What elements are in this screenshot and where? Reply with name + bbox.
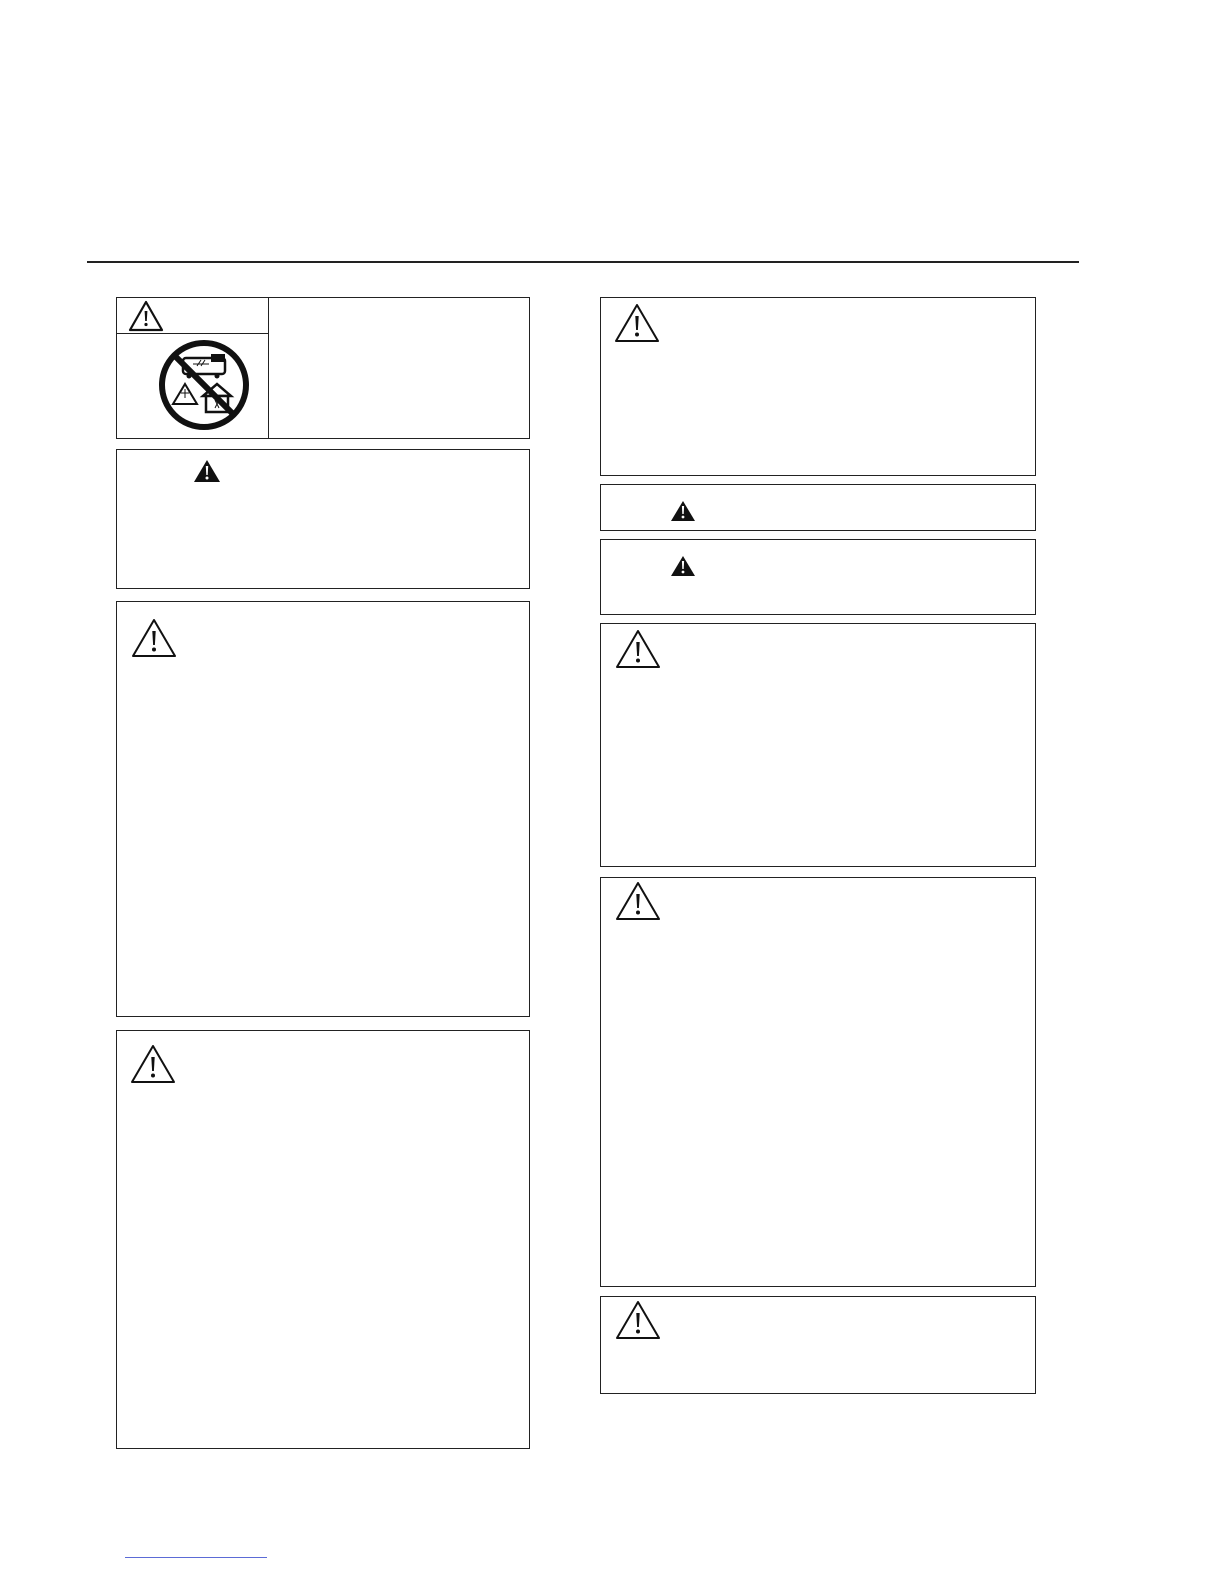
warning-box	[116, 601, 530, 1017]
warning-box	[600, 1296, 1036, 1394]
warning-triangle-outline-icon	[128, 300, 164, 332]
box-divider-horizontal	[117, 333, 269, 334]
warning-box	[600, 297, 1036, 476]
header-rule	[87, 261, 1079, 263]
warning-triangle-outline-icon	[614, 303, 660, 343]
warning-triangle-outline-icon	[615, 629, 661, 669]
no-use-in-vehicle-or-home-icon	[157, 338, 251, 432]
warning-triangle-outline-icon	[130, 1044, 176, 1084]
warning-box	[600, 484, 1036, 531]
warning-box	[600, 623, 1036, 867]
warning-box	[600, 539, 1036, 615]
footer-link-underline[interactable]	[125, 1557, 267, 1558]
no-vehicle-home-warning-box	[116, 297, 530, 439]
warning-triangle-outline-icon	[615, 881, 661, 921]
warning-triangle-outline-icon	[615, 1300, 661, 1340]
warning-box	[116, 449, 530, 589]
warning-triangle-filled-icon	[193, 459, 221, 483]
warning-triangle-outline-icon	[131, 618, 177, 658]
warning-triangle-filled-icon	[670, 500, 696, 522]
warning-box	[116, 1030, 530, 1449]
warning-box	[600, 877, 1036, 1287]
warning-triangle-filled-icon	[670, 555, 696, 577]
box-divider-vertical	[268, 298, 269, 438]
